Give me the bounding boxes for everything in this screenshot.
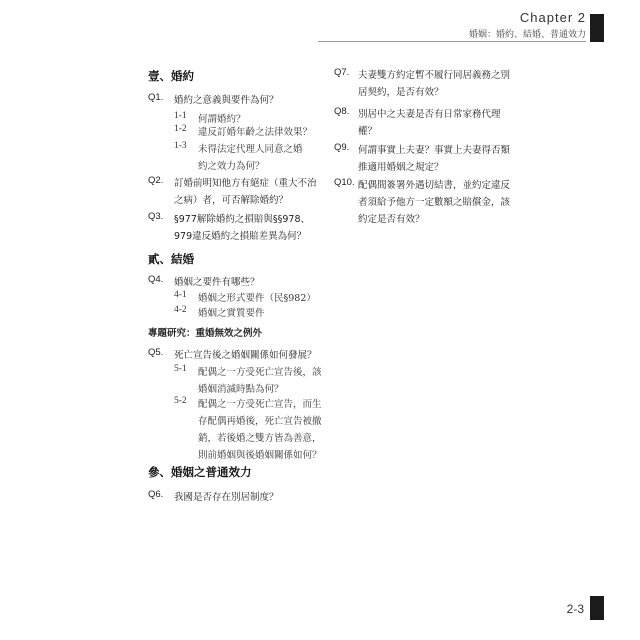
question-number: Q6. [148, 489, 164, 500]
page-thumb-tab [590, 596, 604, 620]
question-number: Q8. [334, 106, 350, 117]
question-number: Q2. [148, 175, 164, 186]
subquestion-text: 配偶之一方受死亡宣告，而生存配偶再婚後，死亡宣告被撤銷，若後婚之雙方皆為善意，則前婚姻與後婚姻關係如何？ [198, 399, 322, 461]
question-text: 死亡宣告後之婚姻關係如何發展？ [174, 350, 317, 361]
subquestion-number: 4-2 [174, 305, 187, 315]
question-number: Q9. [334, 142, 350, 153]
question-number: Q10. [334, 177, 355, 188]
question-text: §977解除婚約之損賠與§§978、979違反婚約之損賠差異為何？ [174, 214, 311, 242]
chapter-subtitle: 婚姻：婚約、結婚、普通效力 [468, 30, 586, 40]
header-divider [318, 41, 586, 42]
subquestion-number: 5-1 [174, 364, 187, 374]
question-number: Q3. [148, 211, 164, 222]
question-number: Q7. [334, 67, 350, 78]
question-text: 訂婚前明知他方有絕症（重大不治之病）者，可否解除婚約？ [174, 178, 317, 206]
question-number: Q4. [148, 274, 164, 285]
subquestion-text: 違反訂婚年齡之法律效果？ [198, 127, 313, 138]
section-heading-engagement: 壹、婚約 [148, 69, 194, 83]
question-text: 夫妻雙方約定暫不履行同居義務之別居契約，是否有效？ [358, 70, 511, 98]
subquestion-text: 婚姻之實質要件 [198, 308, 265, 319]
chapter-thumb-tab [590, 14, 604, 42]
question-text: 婚約之意義與要件為何？ [174, 95, 279, 106]
question-text: 何謂事實上夫妻？事實上夫妻得否類推適用婚姻之規定？ [358, 145, 511, 173]
question-number: Q5. [148, 347, 164, 358]
question-number: Q1. [148, 92, 164, 103]
special-topic: 專題研究：重婚無效之例外 [148, 328, 263, 339]
section-heading-marriage: 貳、結婚 [148, 252, 194, 266]
subquestion-number: 4-1 [174, 290, 187, 300]
subquestion-text: 配偶之一方受死亡宣告後，該婚姻消滅時點為何？ [198, 367, 322, 395]
subquestion-number: 5-2 [174, 396, 187, 406]
question-text: 婚姻之要件有哪些？ [174, 277, 260, 288]
subquestion-number: 1-2 [174, 124, 187, 134]
subquestion-text: 婚姻之形式要件（民§982） [198, 293, 316, 304]
section-heading-general-effects: 參、婚姻之普通效力 [148, 465, 252, 479]
page-number: 2-3 [566, 602, 584, 616]
subquestion-text: 何謂婚約？ [198, 114, 246, 125]
subquestion-number: 1-3 [174, 141, 187, 151]
question-text: 我國是否存在別居制度？ [174, 492, 279, 503]
chapter-title: Chapter 2 [519, 10, 586, 25]
question-text: 別居中之夫妻是否有日常家務代理權？ [358, 109, 501, 137]
question-text: 配偶間簽署外遇切結書，並約定違反者須給予他方一定數額之賠償金，該約定是否有效？ [358, 180, 511, 225]
subquestion-text: 未得法定代理人同意之婚約之效力為何？ [198, 144, 303, 172]
subquestion-number: 1-1 [174, 111, 187, 121]
